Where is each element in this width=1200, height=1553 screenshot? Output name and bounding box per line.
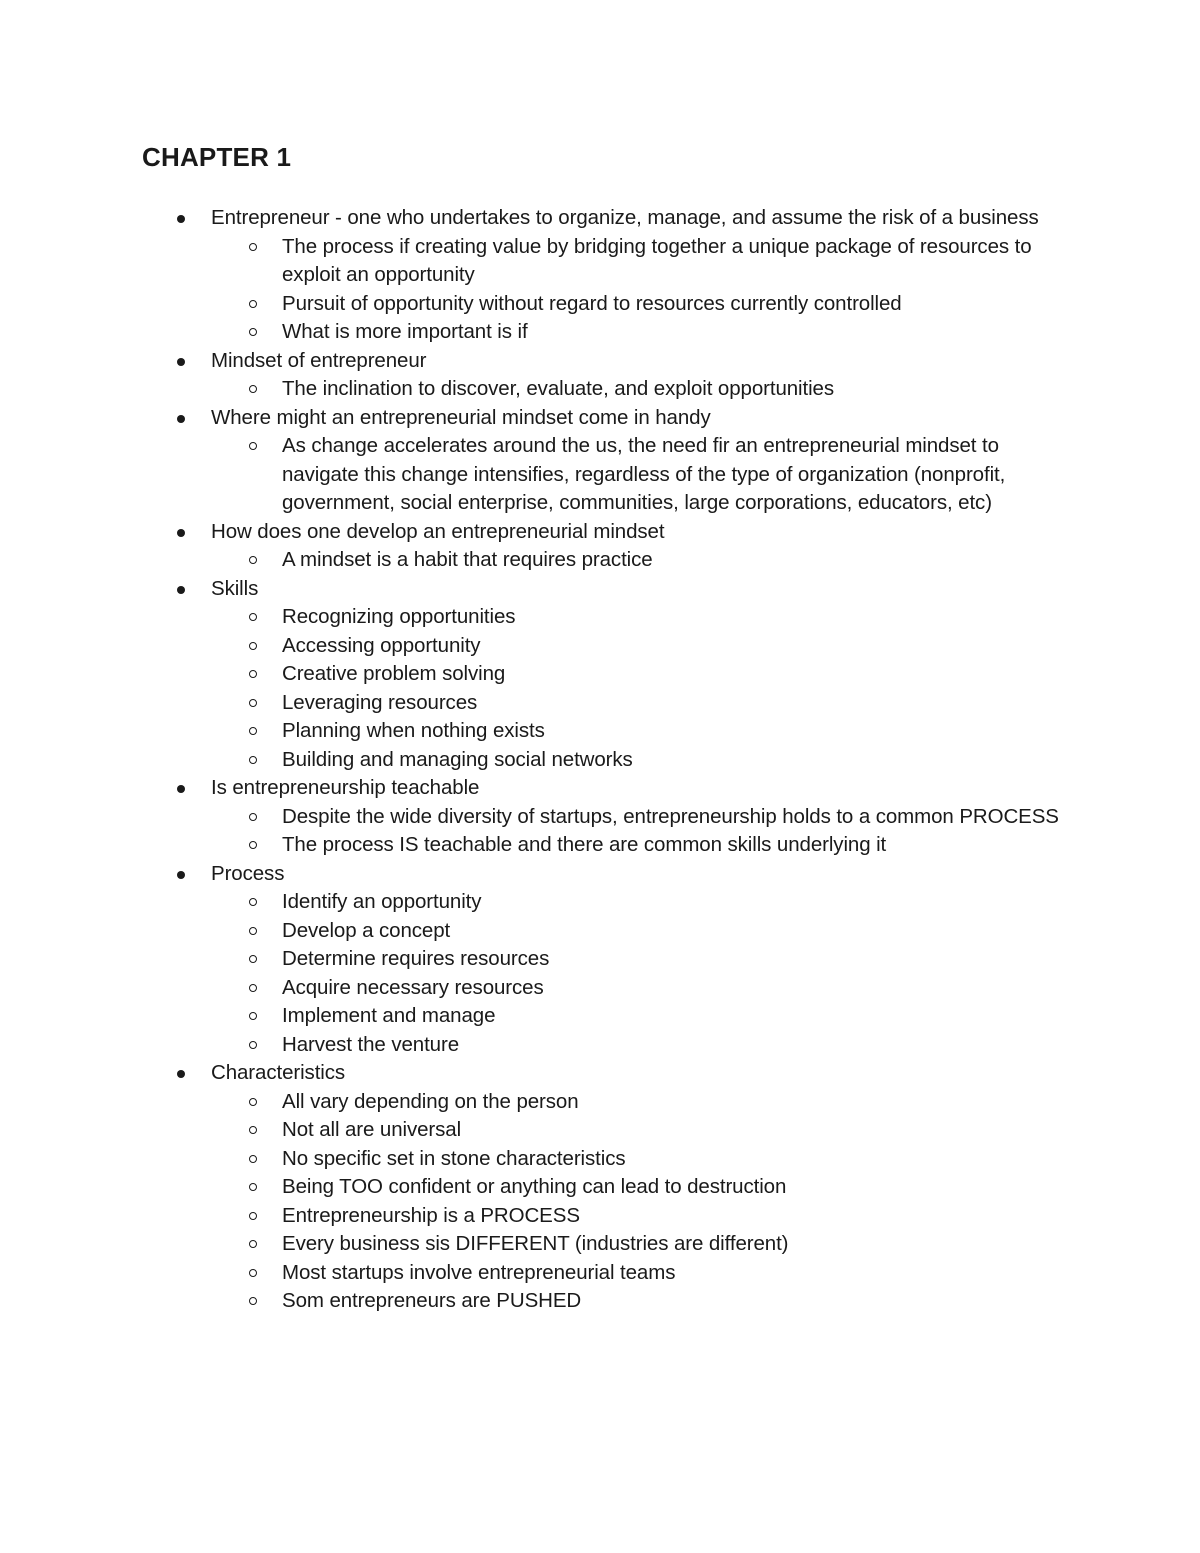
sub-outline-item-text: A mindset is a habit that requires practice bbox=[282, 548, 653, 571]
sub-outline bbox=[211, 432, 1061, 518]
filled-bullet-icon bbox=[177, 358, 185, 366]
hollow-bullet-icon bbox=[249, 328, 257, 336]
sub-outline-item-text: The process if creating value by bridging together a unique package of resources to exploit an opportunity bbox=[282, 234, 1032, 286]
sub-outline-item bbox=[0, 1230, 1062, 1259]
sub-outline bbox=[211, 233, 1061, 347]
sub-outline-item-text: Determine requires resources bbox=[282, 947, 550, 970]
hollow-bullet-icon bbox=[249, 699, 257, 707]
sub-outline-item-text: All vary depending on the person bbox=[282, 1089, 579, 1113]
sub-outline bbox=[211, 603, 1061, 774]
hollow-bullet-icon bbox=[249, 727, 257, 735]
hollow-bullet-icon bbox=[249, 613, 257, 621]
sub-outline-item bbox=[0, 546, 1062, 575]
hollow-bullet-icon bbox=[249, 927, 257, 935]
outline-item-text: Where might an entrepreneurial mindset come in handy bbox=[211, 405, 711, 429]
sub-outline-item bbox=[0, 831, 1062, 860]
sub-outline-item bbox=[0, 1173, 1062, 1202]
sub-outline-item bbox=[0, 233, 1062, 290]
sub-outline-item-text: Entrepreneurship is a PROCESS bbox=[282, 1203, 580, 1227]
sub-outline-item-text: The process IS teachable and there are common skills underlying it bbox=[282, 833, 887, 856]
sub-outline-item bbox=[0, 632, 1062, 661]
sub-outline-item-text: No specific set in stone characteristics bbox=[282, 1146, 626, 1170]
sub-outline-item bbox=[0, 1145, 1062, 1174]
hollow-bullet-icon bbox=[249, 756, 257, 764]
sub-outline-item-text: What is more important is if bbox=[282, 320, 528, 343]
hollow-bullet-icon bbox=[249, 1183, 257, 1191]
sub-outline-item-text: Creative problem solving bbox=[282, 662, 506, 685]
outline-item-text: Skills bbox=[211, 576, 259, 600]
sub-outline-item bbox=[0, 1259, 1062, 1288]
sub-outline-item-text: Despite the wide diversity of startups, entrepreneurship holds to a common PROCESS bbox=[282, 804, 1059, 828]
hollow-bullet-icon bbox=[249, 1297, 257, 1305]
filled-bullet-icon bbox=[177, 1070, 185, 1078]
sub-outline-item-text: Pursuit of opportunity without regard to resources currently controlled bbox=[282, 291, 902, 315]
sub-outline-item bbox=[0, 290, 1062, 319]
sub-outline bbox=[211, 803, 1061, 860]
hollow-bullet-icon bbox=[249, 1212, 257, 1220]
sub-outline-item-text: Most startups involve entrepreneurial teams bbox=[282, 1260, 676, 1284]
sub-outline-item-text: Every business sis DIFFERENT (industries are different) bbox=[282, 1232, 789, 1255]
filled-bullet-icon bbox=[177, 215, 185, 223]
sub-outline bbox=[211, 546, 1061, 575]
sub-outline-item bbox=[0, 689, 1062, 718]
sub-outline-item bbox=[0, 917, 1062, 946]
sub-outline-item-text: Implement and manage bbox=[282, 1004, 496, 1027]
sub-outline-item bbox=[0, 1202, 1062, 1231]
hollow-bullet-icon bbox=[249, 1155, 257, 1163]
outline-item bbox=[0, 518, 1061, 575]
sub-outline-item bbox=[0, 1031, 1062, 1060]
hollow-bullet-icon bbox=[249, 898, 257, 906]
sub-outline-item-text: Not all are universal bbox=[282, 1118, 462, 1141]
sub-outline-item bbox=[0, 318, 1062, 347]
sub-outline-item-text: Building and managing social networks bbox=[282, 747, 633, 771]
sub-outline-item-text: The inclination to discover, evaluate, and exploit opportunities bbox=[282, 377, 835, 400]
filled-bullet-icon bbox=[177, 586, 185, 594]
hollow-bullet-icon bbox=[249, 841, 257, 849]
hollow-bullet-icon bbox=[249, 243, 257, 251]
sub-outline-item bbox=[0, 945, 1062, 974]
sub-outline-item-text: Leveraging resources bbox=[282, 690, 478, 714]
sub-outline-item-text: Acquire necessary resources bbox=[282, 975, 544, 999]
filled-bullet-icon bbox=[177, 415, 185, 423]
hollow-bullet-icon bbox=[249, 1098, 257, 1106]
outline-item-text: Characteristics bbox=[211, 1061, 346, 1084]
sub-outline bbox=[211, 1088, 1061, 1316]
hollow-bullet-icon bbox=[249, 300, 257, 308]
hollow-bullet-icon bbox=[249, 670, 257, 678]
sub-outline-item bbox=[0, 375, 1062, 404]
outline-item bbox=[0, 347, 1061, 404]
page-title: CHAPTER 1 bbox=[142, 142, 292, 172]
hollow-bullet-icon bbox=[249, 1012, 257, 1020]
sub-outline-item-text: Planning when nothing exists bbox=[282, 719, 545, 742]
outline-item bbox=[0, 575, 1061, 775]
sub-outline-item-text: Identify an opportunity bbox=[282, 890, 482, 913]
sub-outline-item bbox=[0, 888, 1062, 917]
outline-item-text: Is entrepreneurship teachable bbox=[211, 776, 480, 799]
hollow-bullet-icon bbox=[249, 1041, 257, 1049]
hollow-bullet-icon bbox=[249, 442, 257, 450]
filled-bullet-icon bbox=[177, 871, 185, 879]
sub-outline bbox=[211, 375, 1061, 404]
outline-item bbox=[0, 204, 1061, 347]
sub-outline-item bbox=[0, 974, 1062, 1003]
sub-outline-item bbox=[0, 1002, 1062, 1031]
outline-item bbox=[0, 1059, 1061, 1316]
bullet-outline bbox=[0, 204, 1200, 1316]
filled-bullet-icon bbox=[177, 785, 185, 793]
outline-item bbox=[0, 404, 1061, 518]
outline-item-text: Process bbox=[211, 861, 285, 885]
sub-outline-item-text: Being TOO confident or anything can lead to destruction bbox=[282, 1175, 787, 1198]
sub-outline-item bbox=[0, 660, 1062, 689]
sub-outline-item bbox=[0, 717, 1062, 746]
sub-outline-item bbox=[0, 803, 1062, 832]
hollow-bullet-icon bbox=[249, 385, 257, 393]
outline-item-text: How does one develop an entrepreneurial mindset bbox=[211, 519, 665, 543]
hollow-bullet-icon bbox=[249, 984, 257, 992]
sub-outline-item bbox=[0, 1088, 1062, 1117]
sub-outline-item-text: Develop a concept bbox=[282, 918, 451, 942]
outline-item-text: Mindset of entrepreneur bbox=[211, 348, 427, 372]
outline-item bbox=[0, 774, 1061, 860]
sub-outline-item-text: As change accelerates around the us, the need fir an entrepreneurial mindset to navigate this change intensifies, regardless of the type of organization (nonprofit, government, social enterprise, communities, large corporations, educators, etc) bbox=[282, 434, 1006, 514]
filled-bullet-icon bbox=[177, 529, 185, 537]
hollow-bullet-icon bbox=[249, 556, 257, 564]
hollow-bullet-icon bbox=[249, 642, 257, 650]
hollow-bullet-icon bbox=[249, 1240, 257, 1248]
sub-outline bbox=[211, 888, 1061, 1059]
sub-outline-item bbox=[0, 746, 1062, 775]
sub-outline-item-text: Recognizing opportunities bbox=[282, 605, 516, 628]
sub-outline-item bbox=[0, 432, 1062, 518]
sub-outline-item-text: Accessing opportunity bbox=[282, 633, 481, 657]
hollow-bullet-icon bbox=[249, 1269, 257, 1277]
sub-outline-item-text: Som entrepreneurs are PUSHED bbox=[282, 1289, 582, 1312]
sub-outline-item bbox=[0, 1116, 1062, 1145]
hollow-bullet-icon bbox=[249, 813, 257, 821]
outline-item bbox=[0, 860, 1061, 1060]
sub-outline-item bbox=[0, 603, 1062, 632]
outline-item-text: Entrepreneur - one who undertakes to organize, manage, and assume the risk of a business bbox=[211, 206, 1039, 229]
hollow-bullet-icon bbox=[249, 955, 257, 963]
hollow-bullet-icon bbox=[249, 1126, 257, 1134]
sub-outline-item-text: Harvest the venture bbox=[282, 1032, 459, 1056]
sub-outline-item bbox=[0, 1287, 1062, 1316]
